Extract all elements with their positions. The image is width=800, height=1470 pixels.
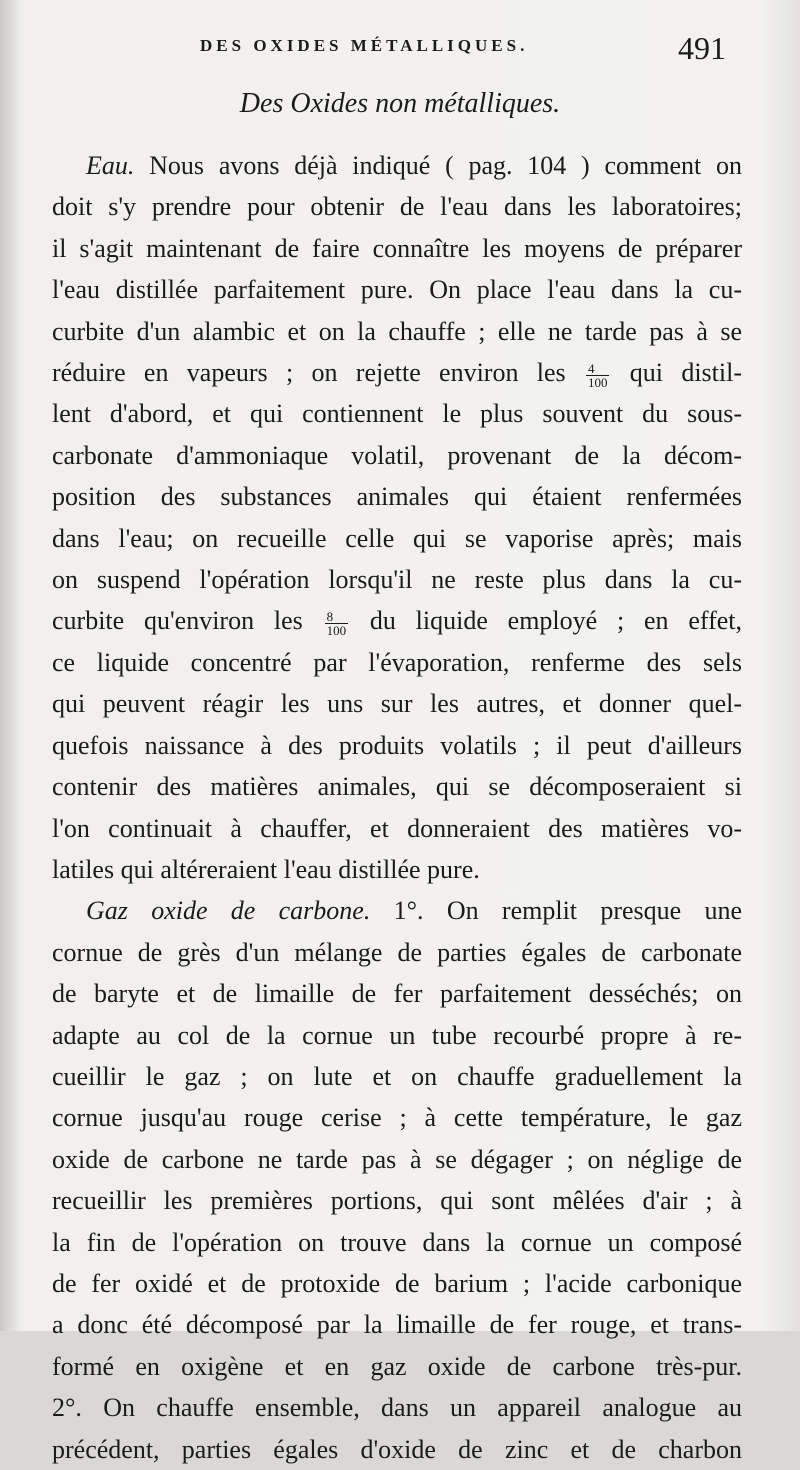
page-header (0, 30, 800, 70)
text-line: cornue jusqu'au rouge cerise ; à cette température, le gaz (52, 1103, 742, 1133)
text-line: position des substances animales qui étaient renfermées (52, 482, 742, 512)
text-line: lent d'abord, et qui contiennent le plus souvent du sous- (52, 399, 742, 429)
text-line: l'on continuait à chauffer, et donneraient des matières vo- (52, 813, 742, 843)
text-line: cueillir le gaz ; on lute et on chauffe graduellement la (52, 1061, 742, 1091)
text-line: carbonate d'ammoniaque volatil, provenant de la décom- (52, 440, 742, 470)
text-line: de fer oxidé et de protoxide de barium ; l'acide carbonique (52, 1268, 742, 1298)
fraction: $\frac{4}{100}$ (587, 360, 608, 390)
text-line: oxide de carbone ne tarde pas à se dégager ; on néglige de (52, 1144, 742, 1174)
text-line: qui peuvent réagir les uns sur les autres, et donner quel- (52, 689, 742, 719)
text-line: formé en oxigène et en gaz oxide de carbone très-pur. (52, 1351, 742, 1381)
text-line: dans l'eau; on recueille celle qui se vaporise après; mais (52, 523, 742, 553)
text-line: Eau. Nous avons déjà indiqué ( pag. 104 ) comment on (86, 151, 742, 180)
paragraph-lead: Eau. (86, 151, 135, 180)
text-line: a donc été décomposé par la limaille de fer rouge, et trans- (52, 1310, 742, 1340)
text-line: on suspend l'opération lorsqu'il ne reste plus dans la cu- (52, 565, 742, 595)
text-line: cornue de grès d'un mélange de parties égales de carbonate (52, 937, 742, 967)
text-line: contenir des matières animales, qui se décomposeraient si (52, 772, 742, 802)
text-line: précédent, parties égales d'oxide de zinc et de charbon (52, 1434, 742, 1464)
text-line: quefois naissance à des produits volatils ; il peut d'ailleurs (52, 730, 742, 760)
text-line: Gaz oxide de carbone. 1°. On remplit presque une (86, 896, 743, 926)
text-line: ce liquide concentré par l'évaporation, renferme des sels (52, 647, 742, 677)
section-title: Des Oxides non métalliques. (239, 88, 561, 119)
text-line: curbite qu'environ les $\frac{8}{100}$ du liquide employé ; en effet, (52, 606, 742, 638)
text-line: doit s'y prendre pour obtenir de l'eau dans les laboratoires; (52, 192, 742, 222)
fraction: $\frac{8}{100}$ (326, 609, 347, 638)
text-line: 2°. On chauffe ensemble, dans un appareil analogue au (52, 1393, 742, 1423)
body-text (52, 145, 742, 1470)
text-line: latiles qui altéreraient l'eau distillée pure. (52, 854, 480, 884)
paragraph-lead: Gaz oxide de carbone. (86, 896, 371, 926)
text-line: de baryte et de limaille de fer parfaitement desséchés; on (52, 979, 742, 1009)
text-line: la fin de l'opération on trouve dans la cornue un composé (52, 1227, 742, 1257)
text-line: curbite d'un alambic et on la chauffe ; elle ne tarde pas à se (52, 316, 742, 346)
text-line: réduire en vapeurs ; on rejette environ les $\frac{4}{100}$ qui distil- (52, 358, 743, 390)
text-line: l'eau distillée parfaitement pure. On place l'eau dans la cu- (52, 275, 742, 305)
text-line: il s'agit maintenant de faire connaître les moyens de préparer (52, 233, 742, 263)
page-number: 491 (678, 30, 726, 66)
text-line: adapte au col de la cornue un tube recourbé propre à re- (52, 1020, 742, 1050)
text-line: recueillir les premières portions, qui sont mêlées d'air ; à (52, 1186, 742, 1216)
running-head: DES OXIDES MÉTALLIQUES. (200, 36, 529, 55)
